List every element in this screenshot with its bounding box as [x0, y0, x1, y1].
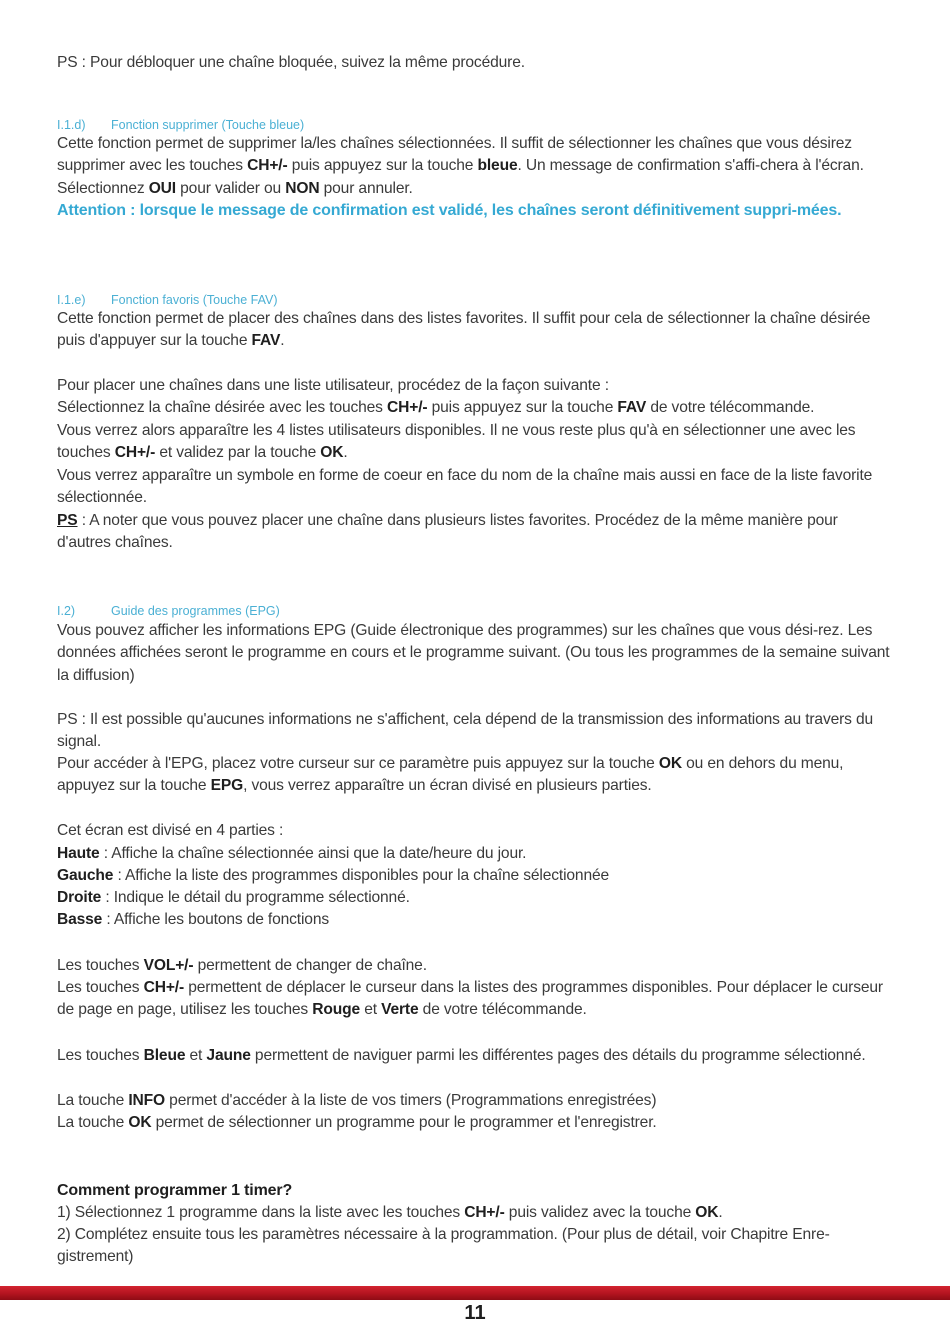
timer-step-2: 2) Complétez ensuite tous les paramètres nécessaire à la programmation. (Pour plus de détail, voir Chapitre Enre-gistrement): [57, 1226, 830, 1266]
key-fav: FAV: [251, 332, 281, 350]
key-ok: OK: [320, 444, 344, 462]
epg-part-droite: Droite : Indique le détail du programme sélectionné.: [57, 889, 410, 906]
epg-vol-keys: Les touches VOL+/- permettent de changer de chaîne.: [57, 957, 427, 974]
key-bleue: bleue: [477, 157, 518, 175]
section-title: Fonction favoris (Touche FAV): [111, 293, 278, 307]
key-info: INFO: [128, 1092, 165, 1109]
epg-info-key: La touche INFO permet d'accéder à la liste de vos timers (Programmations enregistrées): [57, 1092, 657, 1109]
section-title: Guide des programmes (EPG): [111, 604, 280, 618]
epg-color-keys: Les touches Bleue et Jaune permettent de naviguer parmi les différentes pages des détails du programme sélectionné.: [57, 1047, 866, 1064]
epg-ps-note: PS : Il est possible qu'aucunes informations ne s'affichent, cela dépend de la transmission des informations au travers du signal.: [57, 711, 874, 751]
delete-paragraph: Cette fonction permet de supprimer la/les chaînes sélectionnées. Il suffit de sélectionner les chaînes que vous désirez supprimer avec les touches CH+/- puis appuyez sur la touche bleue. Un message de confirmation s'affi-chera à l'écran. Sélectionnez OUI pour valider ou NON pour annuler.: [57, 135, 864, 197]
fav-ps-note: PS : A noter que vous pouvez placer une chaîne dans plusieurs listes favorites. Procédez de la même manière pour d'autres chaînes.: [57, 512, 838, 552]
key-ch: CH+/-: [387, 399, 428, 416]
delete-warning: Attention : lorsque le message de confirmation est validé, les chaînes seront définitivement suppri-mées.: [57, 202, 842, 219]
key-jaune: Jaune: [206, 1047, 251, 1064]
key-epg: EPG: [210, 777, 244, 795]
epg-part-gauche: Gauche : Affiche la liste des programmes disponibles pour la chaîne sélectionnée: [57, 867, 610, 884]
epg-parts-intro: Cet écran est divisé en 4 parties :: [57, 822, 284, 839]
key-oui: OUI: [148, 179, 176, 197]
footer-red-bar: [0, 1286, 950, 1300]
epg-ok-key: La touche OK permet de sélectionner un programme pour le programmer et l'enregistrer.: [57, 1114, 657, 1131]
key-ok: OK: [128, 1114, 152, 1131]
section-title: Fonction supprimer (Touche bleue): [111, 118, 305, 132]
fav-paragraph-3: Sélectionnez la chaîne désirée avec les touches CH+/- puis appuyez sur la touche FAV de votre télécommande.: [57, 399, 815, 416]
epg-ch-keys: Les touches CH+/- permettent de déplacer le curseur dans la listes des programmes disponibles. Pour déplacer le curseur de page en page, utilisez les touches Rouge et Verte de votre télécommande.: [57, 979, 883, 1019]
section-number: I.1.d): [57, 118, 86, 132]
key-bleue: Bleue: [143, 1047, 186, 1064]
key-rouge: Rouge: [312, 1001, 361, 1019]
section-number: I.2): [57, 604, 76, 618]
key-ch: CH+/-: [464, 1204, 505, 1221]
epg-part-basse: Basse : Affiche les boutons de fonctions: [57, 911, 329, 928]
key-vol: VOL+/-: [143, 957, 194, 974]
page-number: 11: [464, 1302, 486, 1324]
epg-paragraph-3: Pour accéder à l'EPG, placez votre curseur sur ce paramètre puis appuyez sur la touche OK ou en dehors du menu, appuyez sur la touche EPG, vous verrez apparaître un écran divisé en plusieurs parties.: [57, 755, 844, 795]
ps-label: PS: [57, 512, 78, 529]
fav-paragraph-2: Pour placer une chaînes dans une liste utilisateur, procédez de la façon suivante :: [57, 377, 609, 394]
key-fav: FAV: [617, 399, 647, 416]
key-ch: CH+/-: [114, 444, 156, 462]
key-ch: CH+/-: [247, 157, 288, 175]
key-ok: OK: [658, 755, 682, 772]
ps-unblock-note: PS : Pour débloquer une chaîne bloquée, suivez la même procédure.: [57, 54, 525, 71]
timer-heading: Comment programmer 1 timer?: [57, 1182, 293, 1199]
fav-paragraph-5: Vous verrez apparaître un symbole en forme de coeur en face du nom de la chaîne mais aussi en face de la liste favorite sélectionnée.: [57, 467, 873, 507]
key-ch: CH+/-: [143, 979, 185, 996]
key-ok: OK: [695, 1204, 719, 1221]
fav-paragraph-4: Vous verrez alors apparaître les 4 listes utilisateurs disponibles. Il ne vous reste plus qu'à en sélectionner une avec les touches CH+/- et validez par la touche OK.: [57, 422, 856, 462]
epg-paragraph-1: Vous pouvez afficher les informations EPG (Guide électronique des programmes) sur les chaînes que vous dési-rez. Les données affichées seront le programme en cours et le programme suivant. (Ou tous les programmes de la semaine suivant la diffusion): [57, 622, 890, 684]
epg-part-haute: Haute : Affiche la chaîne sélectionnée ainsi que la date/heure du jour.: [57, 845, 527, 862]
timer-step-1: 1) Sélectionnez 1 programme dans la liste avec les touches CH+/- puis validez avec la touche OK.: [57, 1204, 723, 1221]
key-verte: Verte: [381, 1001, 419, 1019]
key-non: NON: [285, 179, 320, 197]
section-number: I.1.e): [57, 293, 86, 307]
fav-paragraph-1: Cette fonction permet de placer des chaînes dans des listes favorites. Il suffit pour cela de sélectionner la chaîne désirée puis d'appuyer sur la touche FAV.: [57, 310, 871, 350]
